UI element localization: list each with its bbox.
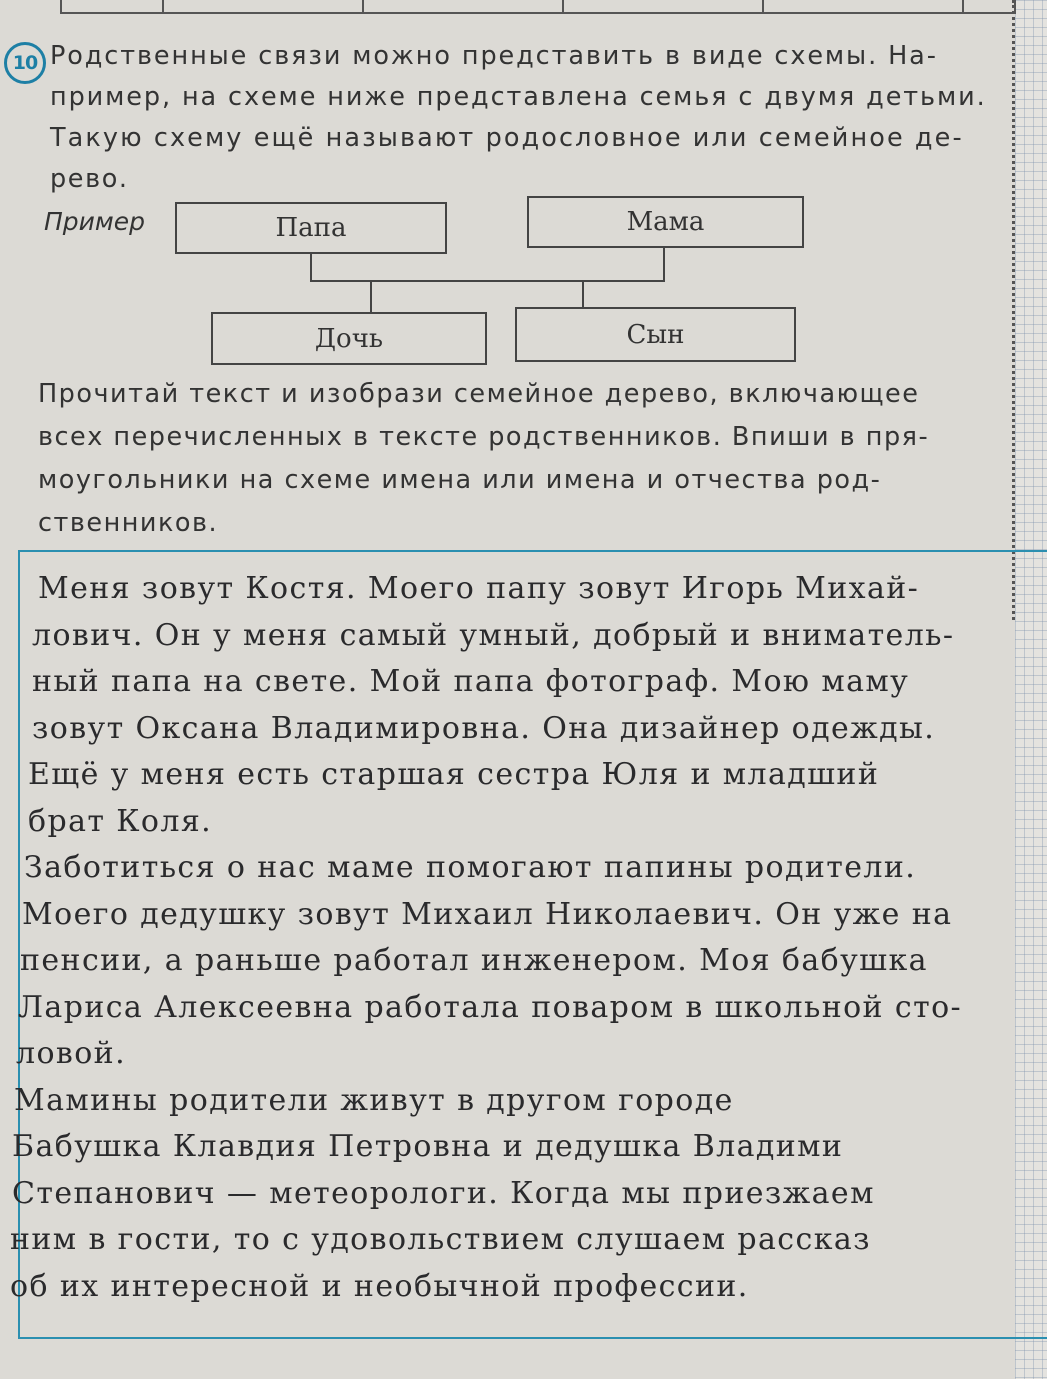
connector-line xyxy=(310,280,665,282)
connector-line xyxy=(310,253,312,282)
instruction-line: моугольники на схеме имена или имена и отчества род- xyxy=(38,465,882,495)
answer-cell-divider xyxy=(362,0,364,12)
story-line: об их интересной и необычной профессии. xyxy=(10,1268,749,1304)
story-line: Бабушка Клавдия Петровна и дедушка Владими xyxy=(12,1129,844,1164)
box-child-son: Сын xyxy=(515,307,796,362)
task-number-badge: 10 xyxy=(4,42,46,84)
box-parent-mother: Мама xyxy=(527,196,804,248)
story-line: Ещё у меня есть старшая сестра Юля и младший xyxy=(28,757,880,792)
answer-cell-divider xyxy=(962,0,964,12)
task-intro xyxy=(50,36,1010,200)
story-line: ловой. xyxy=(16,1036,127,1071)
story-line: зовут Оксана Владимировна. Она дизайнер одежды. xyxy=(32,710,936,746)
intro-line: Родственные связи можно представить в виде схемы. На- xyxy=(50,41,938,71)
story-line: Степанович — метеорологи. Когда мы приезжаем xyxy=(12,1175,875,1211)
connector-line xyxy=(370,281,372,313)
answer-cell-divider xyxy=(562,0,564,12)
story-line: Мамины родители живут в другом городе xyxy=(14,1082,734,1118)
intro-line: пример, на схеме ниже представлена семья с двумя детьми. xyxy=(50,82,987,112)
task-instruction xyxy=(38,373,1028,545)
story-line: ним в гости, то с удовольствием слушаем рассказ xyxy=(10,1222,871,1257)
box-parent-father: Папа xyxy=(175,202,447,254)
connector-line xyxy=(663,247,665,281)
story-line: ный папа на свете. Мой папа фотограф. Мою маму xyxy=(32,664,910,699)
story-line: Заботиться о нас маме помогают папины родители. xyxy=(24,850,917,885)
box-child-daughter: Дочь xyxy=(211,312,487,365)
answer-cell-divider xyxy=(762,0,764,12)
story-text xyxy=(10,566,1047,1310)
example-label: Пример xyxy=(44,207,146,236)
instruction-line: ственников. xyxy=(38,508,219,538)
answer-cell-divider xyxy=(162,0,164,12)
connector-line xyxy=(582,281,584,308)
story-line: пенсии, а раньше работал инженером. Моя бабушка xyxy=(20,943,928,978)
story-line: Моего дедушку зовут Михаил Николаевич. Он уже на xyxy=(22,896,953,932)
previous-task-answer-box xyxy=(60,0,1016,14)
story-line: брат Коля. xyxy=(28,803,213,839)
instruction-line: всех перечисленных в тексте родственников. Впиши в пря- xyxy=(38,422,930,452)
instruction-line: Прочитай текст и изобрази семейное дерево, включающее xyxy=(38,379,920,409)
story-line: Меня зовут Костя. Моего папу зовут Игорь Михай- xyxy=(38,571,920,606)
intro-line: рево. xyxy=(50,164,129,194)
intro-line: Такую схему ещё называют родословное или семейное де- xyxy=(50,123,964,153)
story-line: лович. Он у меня самый умный, добрый и вниматель- xyxy=(32,617,955,653)
story-line: Лариса Алексеевна работала поваром в школьной сто- xyxy=(18,989,963,1025)
